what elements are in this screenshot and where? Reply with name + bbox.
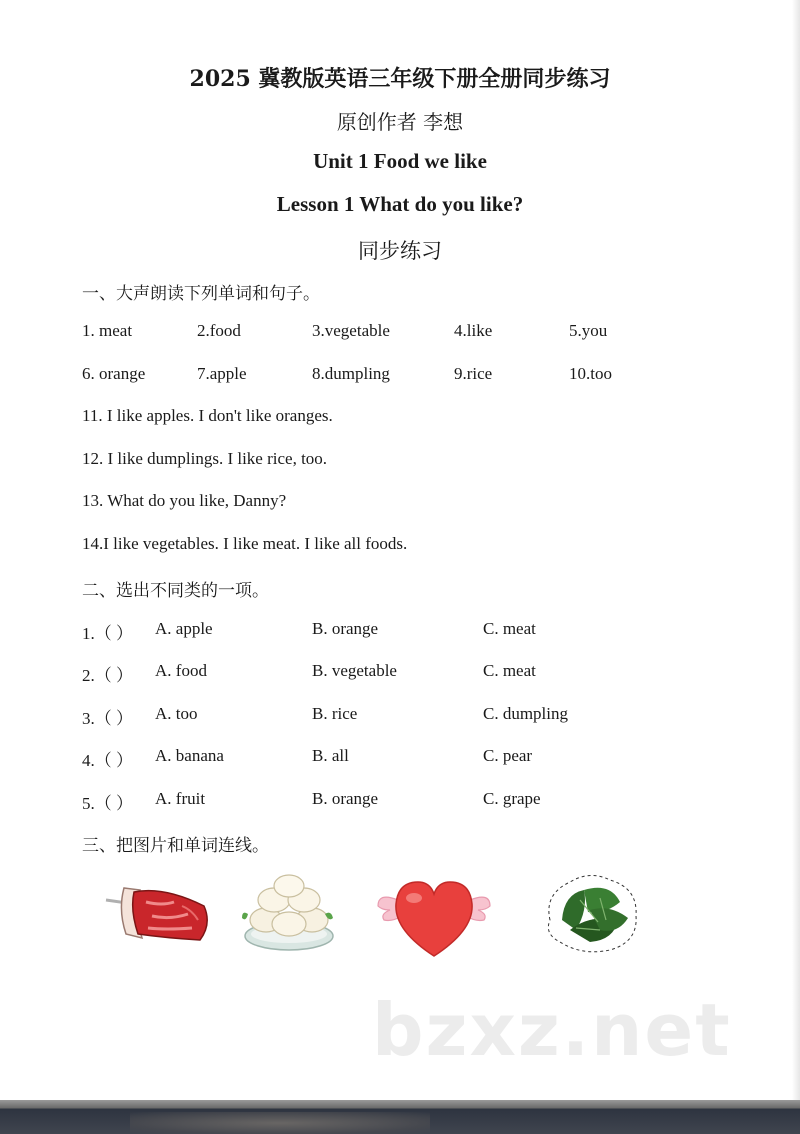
word-item: 6. orange (82, 364, 146, 383)
word-item: 3.vegetable (312, 321, 390, 340)
option-b: B. all (312, 746, 349, 765)
exercise-subtitle: 同步练习 (358, 239, 442, 263)
choice-number: 3.（ ） (82, 709, 133, 728)
option-b: B. orange (312, 619, 379, 638)
option-c: C. meat (483, 661, 536, 680)
heart-icon (376, 874, 492, 960)
option-a: A. fruit (155, 789, 206, 808)
watermark-text: bzxz.net (372, 988, 732, 1072)
option-a: A. too (155, 704, 198, 723)
option-c: C. grape (483, 789, 541, 808)
lesson-title: Lesson 1 What do you like? (276, 192, 524, 216)
section2-heading: 二、选出不同类的一项。 (82, 581, 269, 601)
option-a: A. apple (155, 619, 213, 638)
option-b: B. vegetable (312, 661, 397, 680)
word-item: 2.food (197, 321, 241, 340)
option-a: A. food (155, 661, 207, 680)
word-item: 4.like (454, 321, 493, 340)
word-item: 9.rice (454, 364, 493, 383)
section1-heading: 一、大声朗读下列单词和句子。 (82, 284, 320, 304)
word-item: 8.dumpling (312, 364, 390, 383)
author-line: 原创作者 李想 (336, 110, 464, 134)
option-c: C. dumpling (483, 704, 569, 723)
word-item: 1. meat (82, 321, 133, 340)
section3-heading: 三、把图片和单词连线。 (82, 836, 269, 856)
choice-number: 4.（ ） (82, 751, 133, 770)
option-a: A. banana (155, 746, 224, 765)
choice-number: 2.（ ） (82, 666, 133, 685)
sentence-item: 13. What do you like, Danny? (82, 491, 287, 510)
option-b: B. orange (312, 789, 379, 808)
bottom-strip (0, 1100, 800, 1134)
sentence-item: 11. I like apples. I don't like oranges. (82, 406, 333, 425)
word-item: 10.too (569, 364, 612, 383)
vegetable-icon (540, 870, 642, 956)
document-title: 2025 冀教版英语三年级下册全册同步练习 (189, 66, 611, 92)
sentence-item: 14.I like vegetables. I like meat. I like all foods. (82, 534, 408, 553)
option-b: B. rice (312, 704, 358, 723)
choice-number: 5.（ ） (82, 794, 133, 813)
option-c: C. meat (483, 619, 536, 638)
sentence-item: 12. I like dumplings. I like rice, too. (82, 449, 328, 468)
unit-title: Unit 1 Food we like (313, 149, 487, 173)
dumplings-icon (240, 870, 338, 954)
bottom-shadow (130, 1112, 430, 1134)
word-item: 5.you (569, 321, 608, 340)
choice-number: 1.（ ） (82, 624, 133, 643)
picture-row (0, 868, 800, 968)
meat-icon (104, 880, 214, 946)
option-c: C. pear (483, 746, 533, 765)
word-item: 7.apple (197, 364, 247, 383)
